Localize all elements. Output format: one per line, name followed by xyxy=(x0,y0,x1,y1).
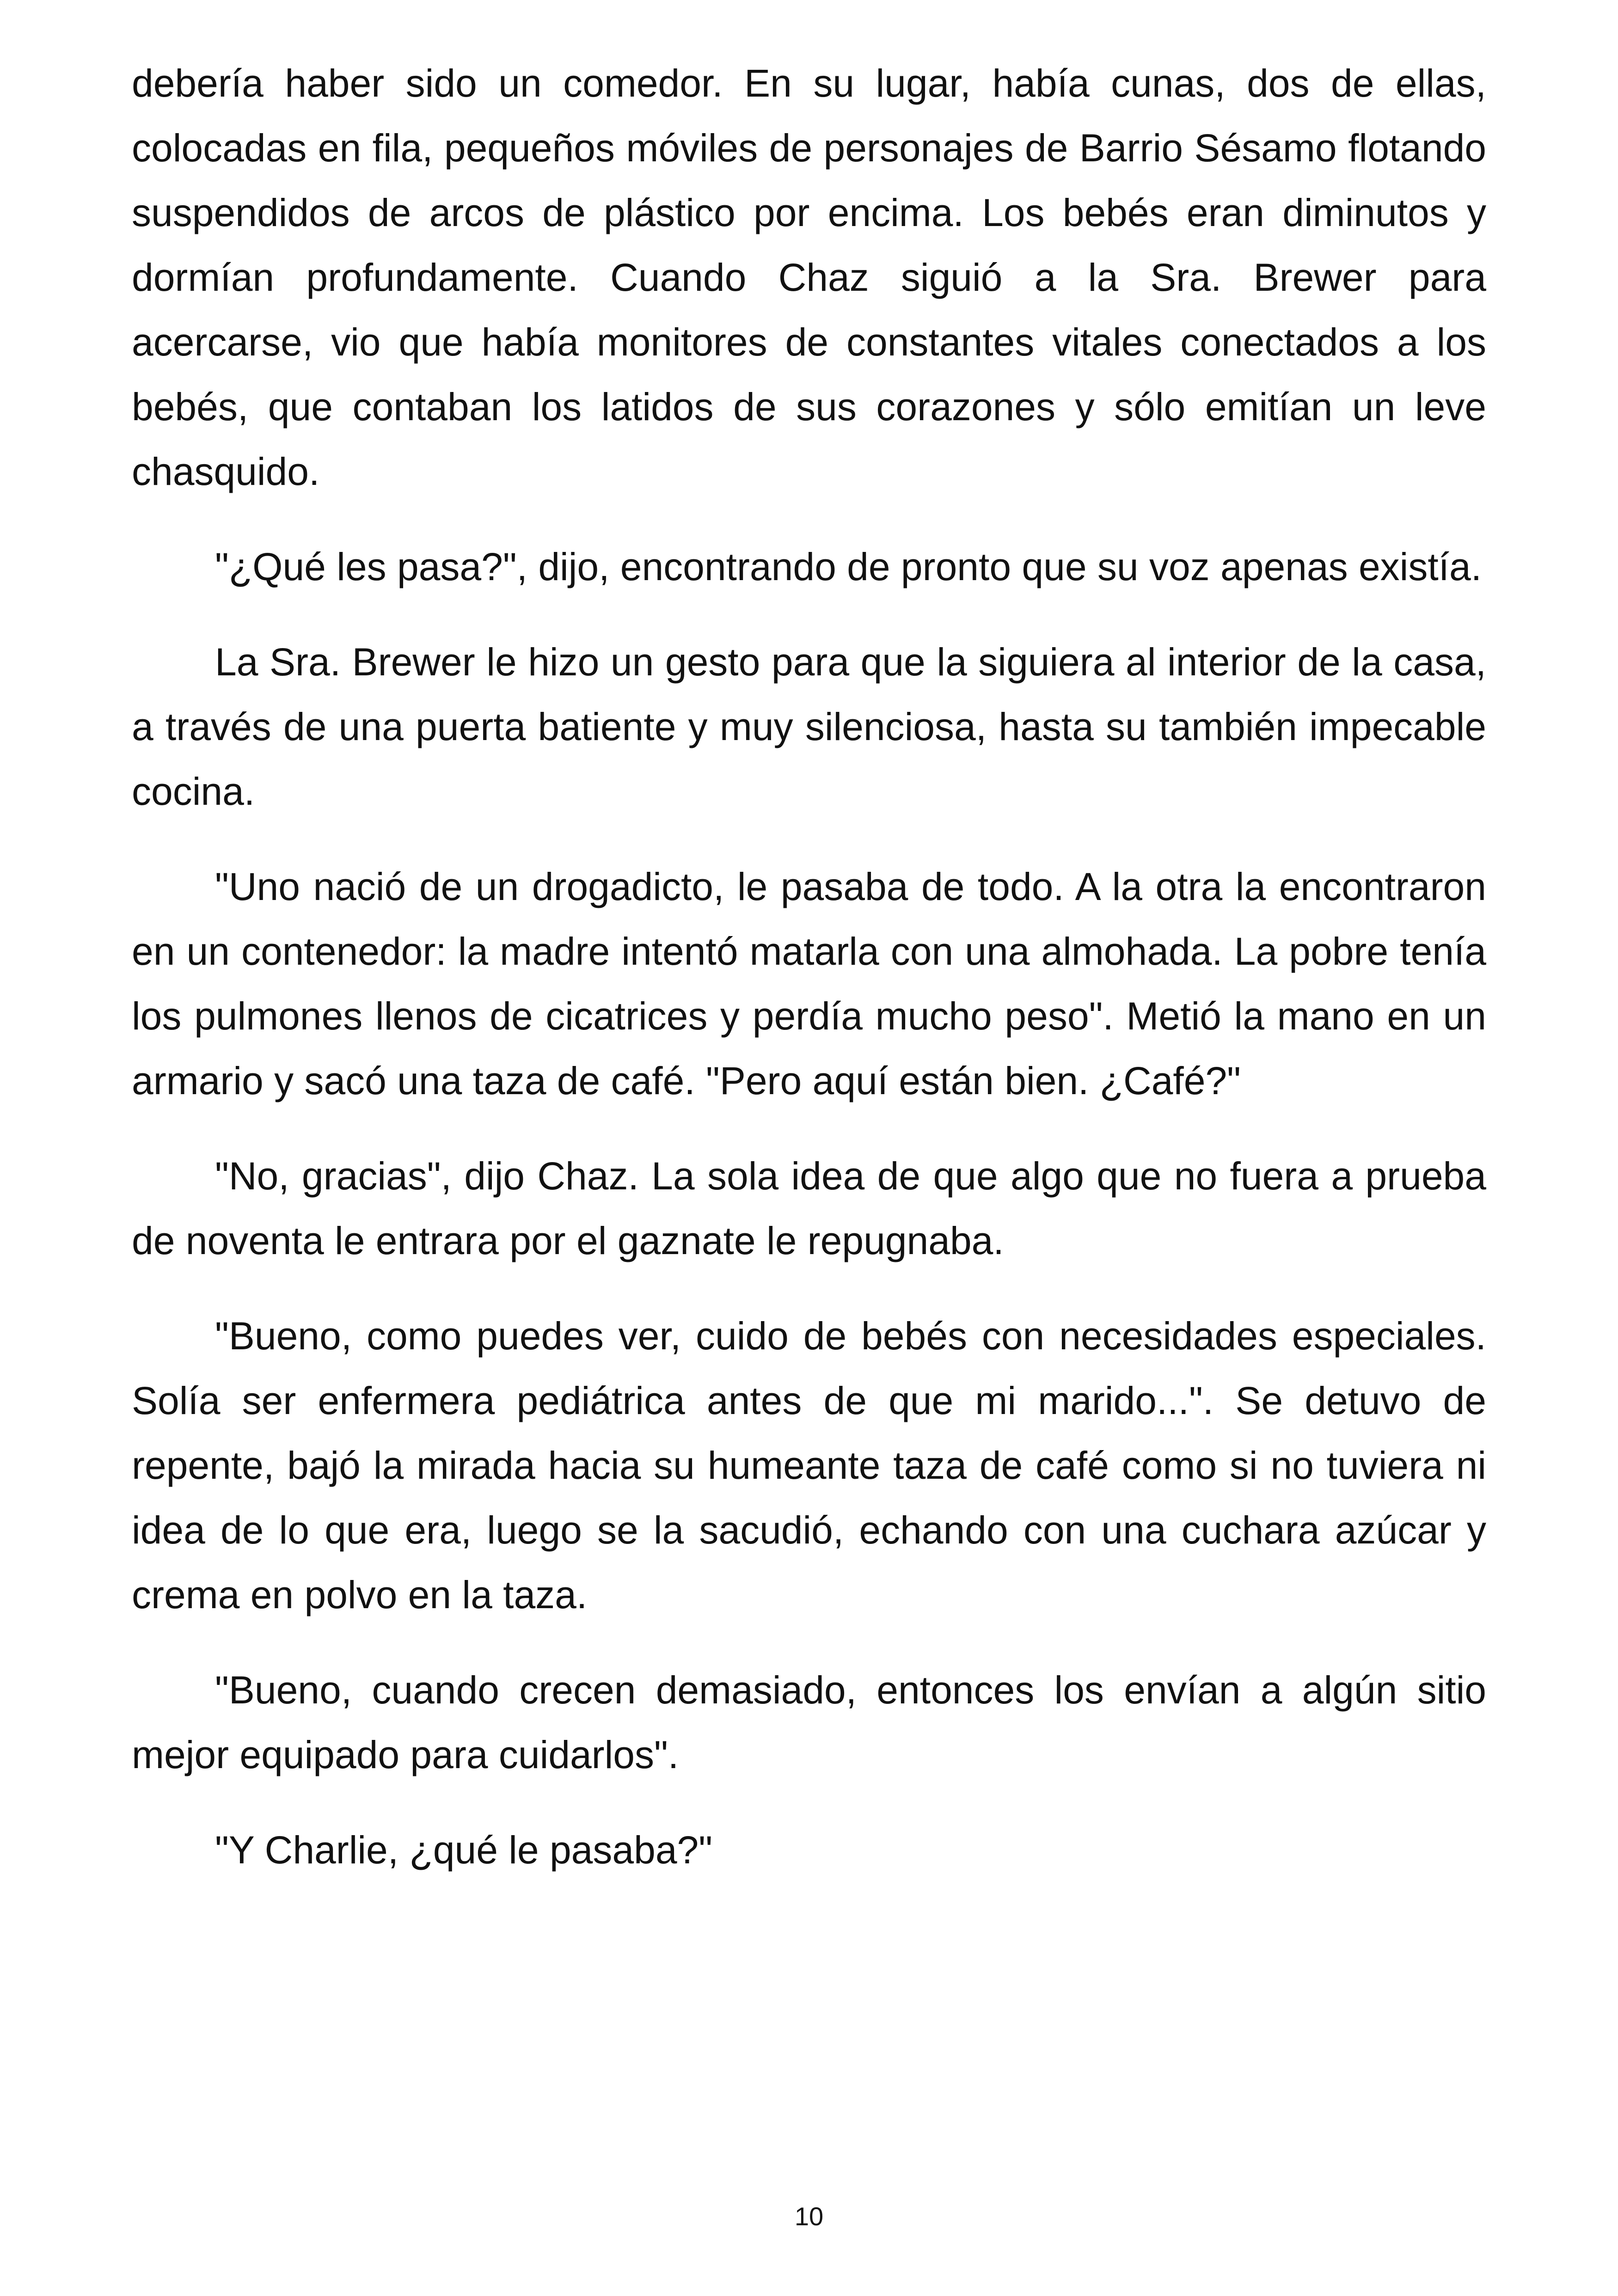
paragraph-5: "No, gracias", dijo Chaz. La sola idea de que algo que no fuera a prueba de noventa le entrara por el gaznate le repugnaba. xyxy=(132,1154,1486,1262)
paragraph-6: "Bueno, como puedes ver, cuido de bebés con necesidades especiales. Solía ser enfermera pediátrica antes de que mi marido...". Se detuvo de repente, bajó la mirada hacia su humeante taza de café como si no tuviera ni idea de lo que era, luego se la sacudió, echando con una cuchara azúcar y crema en polvo en la taza. xyxy=(132,1314,1486,1616)
paragraph-1: debería haber sido un comedor. En su lugar, había cunas, dos de ellas, colocadas en fila, pequeños móviles de personajes de Barrio Sésamo flotando suspendidos de arcos de plástico por encima. Los bebés eran diminutos y dormían profundamente. Cuando Chaz siguió a la Sra. Brewer para acercarse, vio que había monitores de constantes vitales conectados a los bebés, que contaban los latidos de sus corazones y sólo emitían un leve chasquido. xyxy=(132,61,1486,493)
paragraph-2: "¿Qué les pasa?", dijo, encontrando de pronto que su voz apenas existía. xyxy=(215,545,1482,588)
paragraph-3: La Sra. Brewer le hizo un gesto para que la siguiera al interior de la casa, a través de una puerta batiente y muy silenciosa, hasta su también impecable cocina. xyxy=(132,640,1486,813)
page-body xyxy=(132,51,1486,1913)
paragraph-7: "Bueno, cuando crecen demasiado, entonces los envían a algún sitio mejor equipado para cuidarlos". xyxy=(132,1668,1486,1776)
paragraph-4: "Uno nació de un drogadicto, le pasaba de todo. A la otra la encontraron en un contenedor: la madre intentó matarla con una almohada. La pobre tenía los pulmones llenos de cicatrices y perdía mucho peso". Metió la mano en un armario y sacó una taza de café. "Pero aquí están bien. ¿Café?" xyxy=(132,865,1486,1102)
paragraph-8: "Y Charlie, ¿qué le pasaba?" xyxy=(215,1828,713,1872)
page-number: 10 xyxy=(794,2202,824,2231)
